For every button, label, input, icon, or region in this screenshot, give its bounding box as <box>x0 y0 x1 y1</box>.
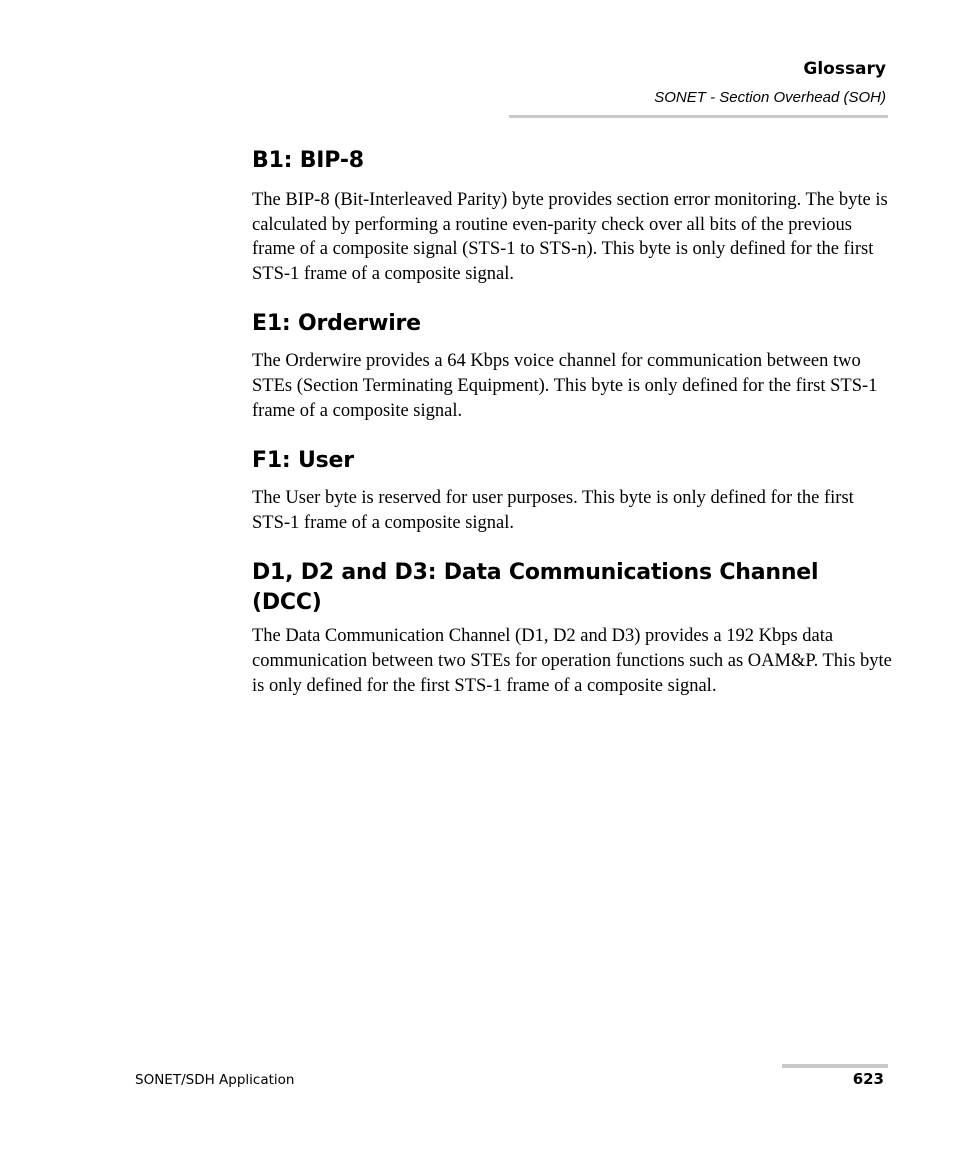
footer-document-title: SONET/SDH Application <box>135 1072 295 1088</box>
main-content <box>252 146 892 721</box>
header-subtitle: SONET - Section Overhead (SOH) <box>654 89 886 106</box>
section-e1 <box>252 309 892 423</box>
section-body: The BIP-8 (Bit-Interleaved Parity) byte provides section error monitoring. The byte is calculated by performing a routine even-parity check over all bits of the previous frame of a composite signal (STS-1 to STS-n). This byte is only defined for the first STS-1 frame of a composite signal. <box>252 190 888 284</box>
section-heading: D1, D2 and D3: Data Communications Channel (DCC) <box>252 560 819 616</box>
page-number: 623 <box>852 1070 884 1088</box>
section-heading: E1: Orderwire <box>252 311 421 337</box>
section-body: The User byte is reserved for user purposes. This byte is only defined for the first STS-1 frame of a composite signal. <box>252 488 854 533</box>
section-body: The Data Communication Channel (D1, D2 and D3) provides a 192 Kbps data communication between two STEs for operation functions such as OAM&P. This byte is only defined for the first STS-1 frame of a composite signal. <box>252 626 892 696</box>
section-heading: B1: BIP-8 <box>252 148 364 173</box>
section-b1 <box>252 146 892 286</box>
section-heading: F1: User <box>252 448 354 474</box>
section-body: The Orderwire provides a 64 Kbps voice channel for communication between two STEs (Section Terminating Equipment). This byte is only defined for the first STS-1 frame of a composite signal. <box>252 351 878 421</box>
header-divider <box>509 115 888 118</box>
header-title: Glossary <box>803 59 886 79</box>
footer-divider <box>782 1064 888 1068</box>
section-dcc <box>252 558 892 698</box>
page-header <box>654 58 886 108</box>
section-f1 <box>252 446 892 535</box>
